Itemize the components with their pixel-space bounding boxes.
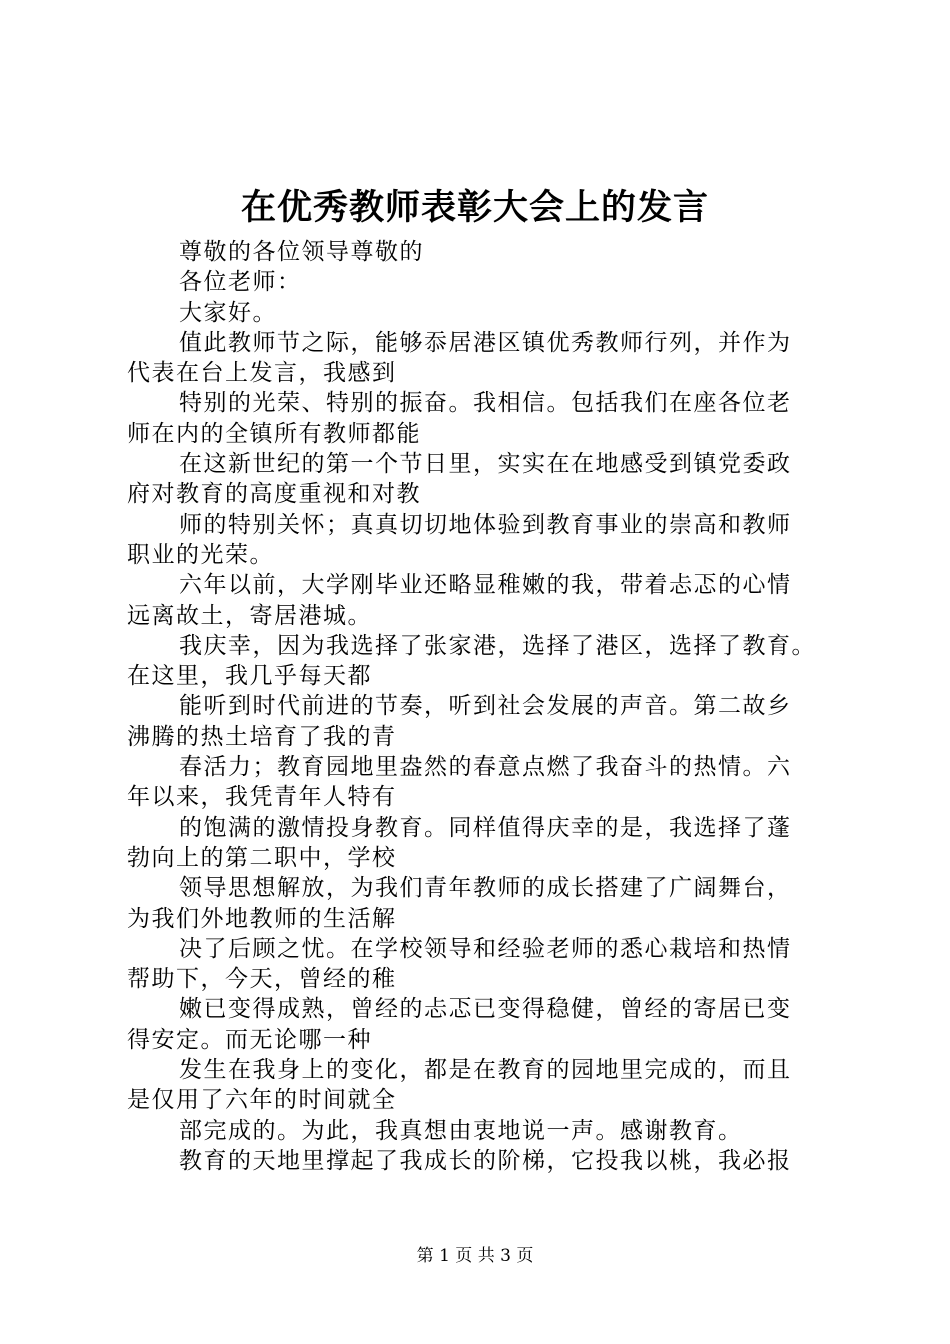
- paragraph-line: 职业的光荣。: [127, 541, 274, 568]
- body-paragraph: [127, 510, 837, 571]
- paragraph-line: 年以来，我凭青年人特有: [127, 784, 397, 811]
- body-paragraph: [127, 752, 837, 813]
- paragraph-line: 能听到时代前进的节奏，听到社会发展的声音。第二故乡: [179, 693, 792, 720]
- paragraph-line: 远离故土，寄居港城。: [127, 602, 372, 629]
- document-title: 在优秀教师表彰大会上的发言: [240, 187, 709, 228]
- paragraph-line: 发生在我身上的变化，都是在教育的园地里完成的，而且: [179, 1057, 792, 1084]
- paragraph-line: 尊敬的各位领导尊敬的: [179, 239, 424, 265]
- paragraph-line: 在这里，我几乎每天都: [127, 663, 372, 690]
- paragraph-line: 特别的光荣、特别的振奋。我相信。包括我们在座各位老: [179, 390, 792, 417]
- paragraph-line: 部完成的。为此，我真想由衷地说一声。感谢教育。: [179, 1117, 743, 1144]
- paragraph-line: 代表在台上发言，我感到: [127, 360, 397, 387]
- body-paragraph: [127, 1146, 837, 1176]
- paragraph-line: 师在内的全镇所有教师都能: [127, 420, 421, 447]
- paragraph-line: 值此教师节之际，能够忝居港区镇优秀教师行列，并作为: [179, 329, 792, 356]
- body-paragraph: [127, 631, 837, 692]
- paragraph-line: 是仅用了六年的时间就全: [127, 1087, 397, 1114]
- paragraph-line: 大家好。: [179, 299, 277, 326]
- body-paragraph: [127, 328, 837, 389]
- body-paragraph: [127, 1055, 837, 1116]
- paragraph-line: 嫩已变得成熟，曾经的忐忑已变得稳健，曾经的寄居已变: [179, 996, 792, 1023]
- paragraph-line: 为我们外地教师的生活解: [127, 905, 397, 932]
- paragraph-line: 教育的天地里撑起了我成长的阶梯，它投我以桃，我必报: [179, 1147, 792, 1174]
- paragraph-line: 师的特别关怀；真真切切地体验到教育事业的崇高和教师: [179, 511, 792, 538]
- body-paragraph: [127, 449, 837, 510]
- body-paragraph: [127, 873, 837, 934]
- paragraph-line: 的饱满的激情投身教育。同样值得庆幸的是，我选择了蓬: [179, 814, 792, 841]
- paragraph-line: 各位老师：: [179, 269, 302, 296]
- body-paragraph: [127, 813, 837, 874]
- body-paragraph: [127, 570, 837, 631]
- paragraph-line: 沸腾的热土培育了我的青: [127, 723, 397, 750]
- body-paragraph: [127, 267, 837, 297]
- paragraph-line: 春活力；教育园地里盎然的春意点燃了我奋斗的热情。六: [179, 754, 792, 781]
- paragraph-line: 勃向上的第二职中，学校: [127, 844, 397, 871]
- body-paragraph: [127, 934, 837, 995]
- body-paragraph: [127, 691, 837, 752]
- paragraph-line: 六年以前，大学刚毕业还略显稚嫩的我，带着忐忑的心情: [179, 572, 792, 599]
- body-paragraph: [127, 1116, 837, 1146]
- body-paragraph: [127, 298, 837, 328]
- paragraph-line: 帮助下，今天，曾经的稚: [127, 966, 397, 993]
- document-body: [127, 237, 837, 1176]
- page-number-footer: 第 1 页 共 3 页: [416, 1246, 534, 1266]
- paragraph-line: 领导思想解放，为我们青年教师的成长搭建了广阔舞台，: [179, 875, 792, 902]
- paragraph-line: 在这新世纪的第一个节日里，实实在在地感受到镇党委政: [179, 451, 792, 478]
- paragraph-line: 得安定。而无论哪一种: [127, 1026, 372, 1053]
- paragraph-line: 我庆幸，因为我选择了张家港，选择了港区，选择了教育。: [179, 632, 816, 659]
- body-paragraph: [127, 388, 837, 449]
- paragraph-line: 决了后顾之忧。在学校领导和经验老师的悉心栽培和热情: [179, 935, 792, 962]
- body-paragraph: [127, 237, 837, 267]
- body-paragraph: [127, 994, 837, 1055]
- paragraph-line: 府对教育的高度重视和对教: [127, 481, 421, 508]
